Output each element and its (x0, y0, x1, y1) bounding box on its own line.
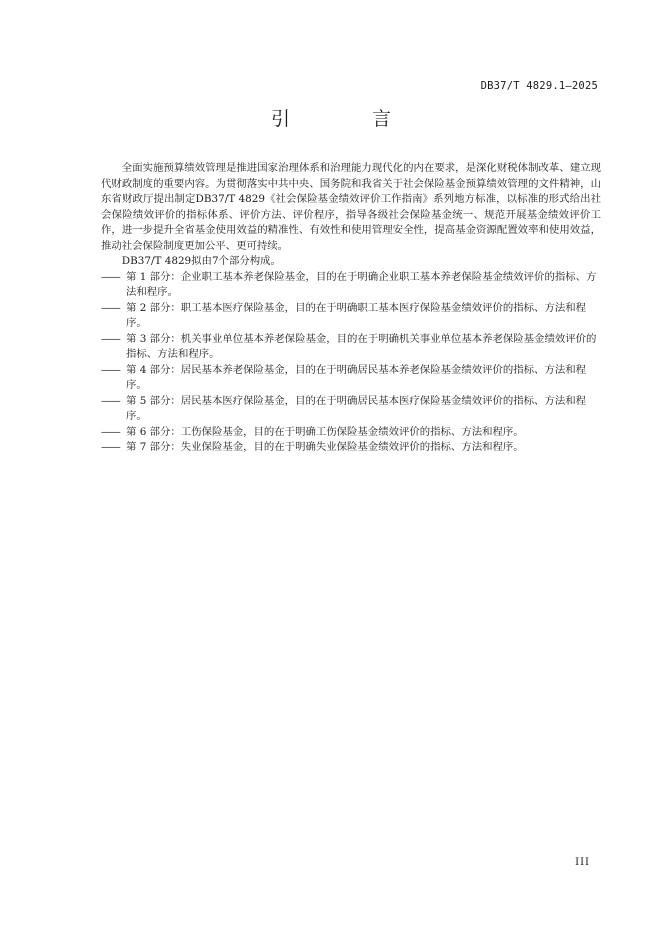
part-text: 第 2 部分：职工基本医疗保险基金，目的在于明确职工基本医疗保险基金绩效评价的指标、方法和程序。 (126, 301, 587, 329)
part-text: 第 3 部分：机关事业单位基本养老保险基金，目的在于明确机关事业单位基本养老保险基金绩效评价的指标、方法和程序。 (126, 332, 597, 360)
dash-marker: —— (101, 425, 120, 438)
foreword-body (101, 161, 601, 456)
list-item-part-4 (101, 363, 601, 394)
list-item-part-6 (101, 425, 601, 441)
part-text: 第 5 部分：居民基本医疗保险基金，目的在于明确居民基本医疗保险基金绩效评价的指标、方法和程序。 (126, 394, 587, 422)
list-item-part-3 (101, 332, 601, 363)
list-item-part-2 (101, 301, 601, 332)
parts-list (101, 270, 601, 456)
page-number: III (575, 857, 590, 868)
dash-marker: —— (101, 441, 120, 453)
intro-paragraph: 全面实施预算绩效管理是推进国家治理体系和治理能力现代化的内在要求，是深化财税体制改革、建立现代财政制度的重要内容。为贯彻落实中共中央、国务院和我省关于社会保险基金预算绩效管理的文件精神，山东省财政厅提出制定DB37/T 4829《社会保险基金绩效评价工作指南》系列地方标准，以标准的形式给出社会保险绩效评价的指标体系、评价方法、评价程序，指导各级社会保险基金统一、规范开展基金绩效评价工作，进一步提升全省基金使用效益的精准性、有效性和使用管理安全性，提高基金资源配置效率和使用效益，推动社会保险制度更加公平、更可持续。 (101, 162, 601, 252)
dash-marker: —— (101, 270, 120, 283)
dash-marker: —— (101, 332, 120, 345)
dash-marker: —— (101, 363, 120, 376)
dash-marker: —— (101, 301, 120, 314)
page-title: 引 言 (270, 108, 430, 130)
part-text: 第 7 部分：失业保险基金，目的在于明确失业保险基金绩效评价的指标、方法和程序。 (126, 441, 524, 453)
list-item-part-1 (101, 270, 601, 301)
part-text: 第 4 部分：居民基本养老保险基金，目的在于明确居民基本养老保险基金绩效评价的指标、方法和程序。 (126, 363, 587, 391)
document-code: DB37/T 4829.1—2025 (480, 80, 598, 92)
parts-intro-line: DB37/T 4829拟由7个部分构成。 (121, 255, 281, 267)
part-text: 第 1 部分：企业职工基本养老保险基金，目的在于明确企业职工基本养老保险基金绩效评价的指标、方法和程序。 (126, 270, 597, 298)
part-text: 第 6 部分：工伤保险基金，目的在于明确工伤保险基金绩效评价的指标、方法和程序。 (126, 425, 524, 438)
list-item-part-5 (101, 394, 601, 425)
list-item-part-7 (101, 440, 601, 456)
dash-marker: —— (101, 394, 120, 407)
